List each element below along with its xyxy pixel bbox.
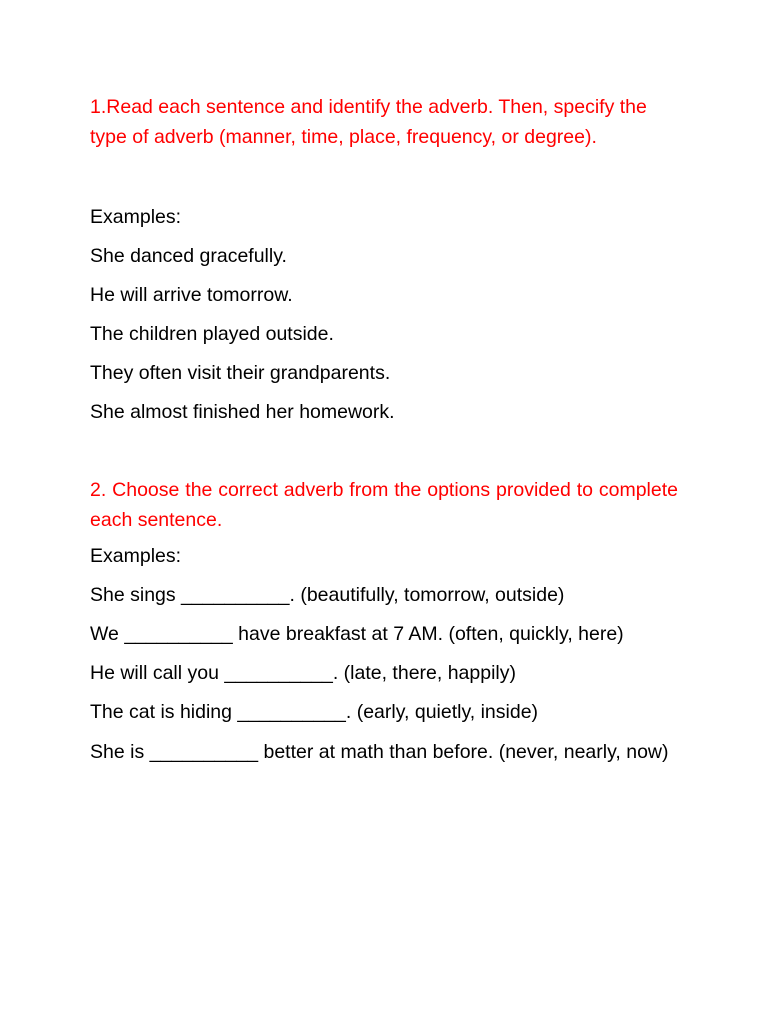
- section1-sentence: They often visit their grandparents.: [90, 362, 391, 384]
- section1-sentence: She danced gracefully.: [90, 245, 287, 267]
- section2-heading: 2. Choose the correct adverb from the options provided to complete each sentence.: [90, 479, 678, 531]
- section2-examples-label: Examples:: [90, 545, 182, 567]
- section1-sentence: She almost finished her homework.: [90, 401, 395, 423]
- section2-sentence: She is __________ better at math than before. (never, nearly, now): [90, 741, 669, 763]
- section1-examples-label: Examples:: [90, 206, 182, 228]
- section2-sentence: The cat is hiding __________. (early, quietly, inside): [90, 701, 539, 723]
- section1-sentence: He will arrive tomorrow.: [90, 284, 293, 306]
- section2-sentence: He will call you __________. (late, there, happily): [90, 662, 517, 684]
- worksheet: [90, 92, 678, 766]
- section2-sentence: We __________ have breakfast at 7 AM. (often, quickly, here): [90, 623, 624, 645]
- section2-sentence: She sings __________. (beautifully, tomorrow, outside): [90, 584, 565, 606]
- section1-sentence: The children played outside.: [90, 323, 334, 345]
- section1-heading: 1.Read each sentence and identify the adverb. Then, specify the type of adverb (manner, time, place, frequency, or degree).: [90, 96, 647, 148]
